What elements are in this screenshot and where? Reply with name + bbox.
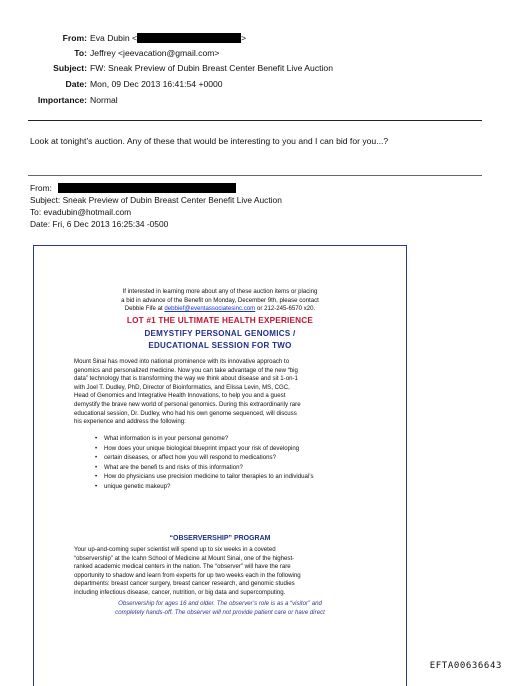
redaction-bar (137, 33, 241, 43)
flyer-bullets (90, 434, 404, 492)
program-title: “OBSERVERSHIP” PROGRAM (169, 535, 271, 542)
program-line: departments: breast cancer surgery, breast cancer research, and genomic studies (74, 580, 295, 588)
email-to-row (0, 48, 219, 59)
date-label: Date: (65, 79, 87, 89)
flyer-subtitle-2: EDUCATIONAL SESSION FOR TWO (148, 341, 292, 350)
to-value: Jeffrey <jeevacation@gmail.com> (90, 48, 220, 58)
fwd-to: To: evadubin@hotmail.com (30, 207, 132, 217)
para-line: Mount Sinai has moved into national prominence with its innovative approach to (74, 358, 290, 365)
fwd-subject: Subject: Sneak Preview of Dubin Breast Center Benefit Live Auction (30, 195, 282, 205)
bullet-continuation (104, 453, 404, 463)
date-value: Mon, 09 Dec 2013 16:41:54 +0000 (90, 79, 223, 89)
program-line: Your up-and-coming super scientist will spend up to six weeks in a coveted (74, 546, 276, 553)
message-body: Look at tonight’s auction. Any of these that would be interesting to you and I can bid for you...? (30, 136, 389, 146)
fwd-from-row (30, 183, 236, 194)
para-line: educational session, Dr. Dudley, who had his own genome sequenced, will discuss (74, 409, 297, 417)
program-line: opportunity to shadow and learn from experts for up two weeks each in the following (74, 571, 301, 579)
program-line: including infectious disease, cancer, nutrition, or big data and supercomputing. (74, 588, 286, 596)
italic-line-1: Observership for ages 16 and older. The observer’s role is as a “visitor” and (118, 600, 322, 607)
program-line: “observership” at the Icahn School of Medicine at Mount Sinai, one of the highest- (74, 554, 295, 562)
forward-divider (28, 175, 482, 176)
intro-post: or 212-245-6570 x20. (255, 305, 316, 313)
program-paragraph (74, 546, 404, 598)
subject-label: Subject: (53, 63, 87, 73)
header-divider (28, 120, 482, 121)
importance-label: Importance: (37, 95, 87, 105)
email-date-row (0, 79, 223, 90)
intro-pre: Debbie Fife at (124, 305, 165, 313)
para-line: Head of Genomics and Integrative Health Innovations, to help you and a guest (74, 392, 286, 400)
bullet-item: • How does your unique biological blueprint impact your risk of developing (104, 444, 404, 454)
flyer-subtitle-1: DEMYSTIFY PERSONAL GENOMICS / (144, 329, 296, 338)
to-label: To: (74, 48, 87, 58)
subject-value: FW: Sneak Preview of Dubin Breast Center Benefit Live Auction (90, 63, 333, 73)
bullet-continuation-text: certain diseases, or affect how you will respond to medications? (104, 454, 276, 462)
from-suffix: > (241, 33, 247, 43)
bullet-item: • What information is in your personal genome? (104, 434, 404, 444)
from-value: Eva Dubin < (90, 33, 138, 43)
fwd-date: Date: Fri, 6 Dec 2013 16:25:34 -0500 (30, 219, 169, 229)
para-line: with Joel T. Dudley, PhD, Director of Bioinformatics, and Elissa Levin, MS, CGC, (74, 383, 290, 391)
bullet-item: • How do physicians use precision medicine to tailor therapies to an individual’s (104, 472, 404, 482)
flyer-intro (54, 288, 386, 314)
para-line: genomics and personalized medicine. Now you can take advantage of the new “big (74, 366, 298, 374)
observership-note (54, 600, 386, 617)
intro-line-2: a bid in advance of the Benefit on Monday, December 9th, please contact (121, 296, 319, 304)
email-subject-row (0, 63, 333, 74)
redaction-bar (58, 183, 236, 193)
bullet-item: • What are the benefi ts and risks of this information? (104, 463, 404, 473)
para-line: data” technology that is transforming the way we think about disease and sit 1-on-1 (74, 375, 298, 383)
fwd-from-label: From: (30, 183, 52, 193)
contact-email-link[interactable]: debbief@eventassociatesinc.com (164, 305, 256, 313)
email-importance-row (0, 95, 118, 106)
bullet-continuation-text: unique genetic makeup? (104, 482, 171, 490)
auction-flyer (33, 245, 407, 686)
para-line: his experience and address the following: (74, 418, 186, 426)
importance-value: Normal (90, 95, 118, 105)
from-label: From: (62, 33, 87, 43)
program-line: ranked academic medical centers in the nation. The “observer” will have the rare (74, 563, 291, 571)
para-line: demystify the brave new world of personal genomics. During this extraordinarily rare (74, 400, 301, 408)
document-id: EFTA00636643 (429, 661, 502, 671)
intro-line-1: If interested in learning more about any of these auction items or placing (122, 288, 318, 295)
lot-title: LOT #1 THE ULTIMATE HEALTH EXPERIENCE (126, 316, 314, 325)
intro-line-3 (54, 305, 386, 314)
bullet-continuation (104, 482, 404, 492)
italic-line-2: completely hands-off. The observer will not provide patient care or have direct (115, 608, 325, 616)
email-from-row (0, 33, 246, 44)
flyer-paragraph (74, 358, 404, 427)
